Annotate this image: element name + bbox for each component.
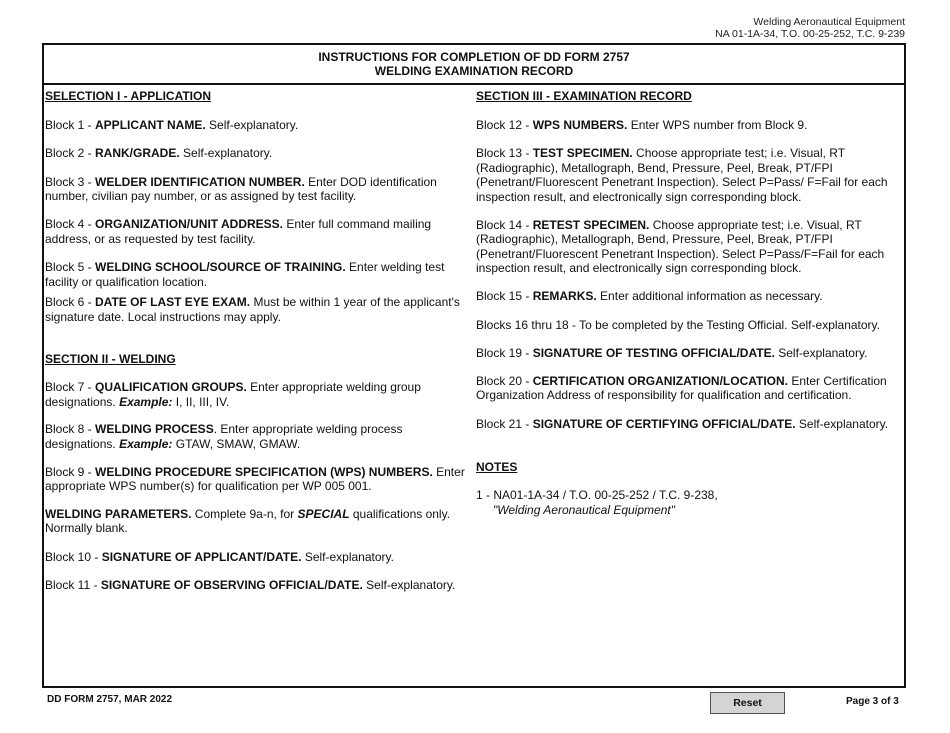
block-6: Block 6 - DATE OF LAST EYE EXAM. Must be within 1 year of the applicant's signature date. Local instructions may apply. <box>45 295 460 324</box>
right-column <box>476 89 901 517</box>
notes-heading: NOTES <box>476 459 518 474</box>
block-13: Block 13 - TEST SPECIMEN. Choose appropriate test; i.e. Visual, RT (Radiographic), Metallograph, Bend, Pressure, Peel, Break, PT/FPI (Penetrant/Fluorescent Penetrant Inspection). Select P=Pass/ F=Fail for each inspection result, and electronically sign corresponding block. <box>476 146 888 204</box>
section-2-heading: SECTION II - WELDING <box>45 351 176 366</box>
block-9: Block 9 - WELDING PROCEDURE SPECIFICATION (WPS) NUMBERS. Enter appropriate WPS number(s) for qualification per WP 005 001. <box>45 464 465 494</box>
block-20: Block 20 - CERTIFICATION ORGANIZATION/LOCATION. Enter Certification Organization Address of responsibility for qualification and certification. <box>476 373 887 403</box>
header-title: Welding Aeronautical Equipment <box>753 16 905 28</box>
form-identifier: DD FORM 2757, MAR 2022 <box>47 694 173 705</box>
block-11: Block 11 - SIGNATURE OF OBSERVING OFFICIAL/DATE. Self-explanatory. <box>45 578 456 593</box>
block-5: Block 5 - WELDING SCHOOL/SOURCE OF TRAINING. Enter welding test facility or qualification location. <box>45 260 445 289</box>
block-14: Block 14 - RETEST SPECIMEN. Choose appropriate test; i.e. Visual, RT (Radiographic), Metallograph, Bend, Pressure, Peel, Break, PT/FPI (Penetrant/Fluorescent Penetrant Inspection). Select P=Pass/F=Fail for each inspection result, and electronically sign corresponding block. <box>476 217 885 276</box>
block-7: Block 7 - QUALIFICATION GROUPS. Enter appropriate welding group designations. Example: I, II, III, IV. <box>45 380 421 409</box>
note-1 <box>476 488 901 517</box>
reset-button[interactable]: Reset <box>710 692 785 714</box>
page-number: Page 3 of 3 <box>846 696 899 707</box>
block-19: Block 19 - SIGNATURE OF TESTING OFFICIAL/DATE. Self-explanatory. <box>476 346 868 361</box>
section-3-heading: SECTION III - EXAMINATION RECORD <box>476 89 692 103</box>
block-8: Block 8 - WELDING PROCESS. Enter appropriate welding process designations. Example: GTAW, SMAW, GMAW. <box>45 422 403 451</box>
block-4: Block 4 - ORGANIZATION/UNIT ADDRESS. Enter full command mailing address, or as requested by test facility. <box>45 216 432 246</box>
instructions-frame <box>42 43 906 688</box>
block-21: Block 21 - SIGNATURE OF CERTIFYING OFFICIAL/DATE. Self-explanatory. <box>476 416 889 431</box>
note-1-line2: "Welding Aeronautical Equipment" <box>493 502 675 517</box>
running-header <box>715 16 905 40</box>
header-references: NA 01-1A-34, T.O. 00-25-252, T.C. 9-239 <box>715 28 905 40</box>
note-1-line1: 1 - NA01-1A-34 / T.O. 00-25-252 / T.C. 9-238, <box>476 488 718 503</box>
block-10: Block 10 - SIGNATURE OF APPLICANT/DATE. Self-explanatory. <box>45 549 394 564</box>
block-1: Block 1 - APPLICANT NAME. Self-explanatory. <box>45 117 299 132</box>
block-2: Block 2 - RANK/GRADE. Self-explanatory. <box>45 146 273 161</box>
form-title-line2: WELDING EXAMINATION RECORD <box>374 64 574 78</box>
welding-parameters: WELDING PARAMETERS. Complete 9a-n, for SPECIAL qualifications only. Normally blank. <box>45 506 451 536</box>
blocks-16-18: Blocks 16 thru 18 - To be completed by the Testing Official. Self-explanatory. <box>476 317 880 332</box>
section-1-heading: SELECTION I - APPLICATION <box>45 89 212 103</box>
block-3: Block 3 - WELDER IDENTIFICATION NUMBER. Enter DOD identification number, civilian pay number, or as assigned by test facility. <box>45 174 437 204</box>
left-column <box>45 89 465 593</box>
block-12: Block 12 - WPS NUMBERS. Enter WPS number from Block 9. <box>476 117 808 132</box>
form-title <box>44 45 904 85</box>
block-15: Block 15 - REMARKS. Enter additional information as necessary. <box>476 288 823 303</box>
form-title-line1: INSTRUCTIONS FOR COMPLETION OF DD FORM 2757 <box>318 50 630 64</box>
